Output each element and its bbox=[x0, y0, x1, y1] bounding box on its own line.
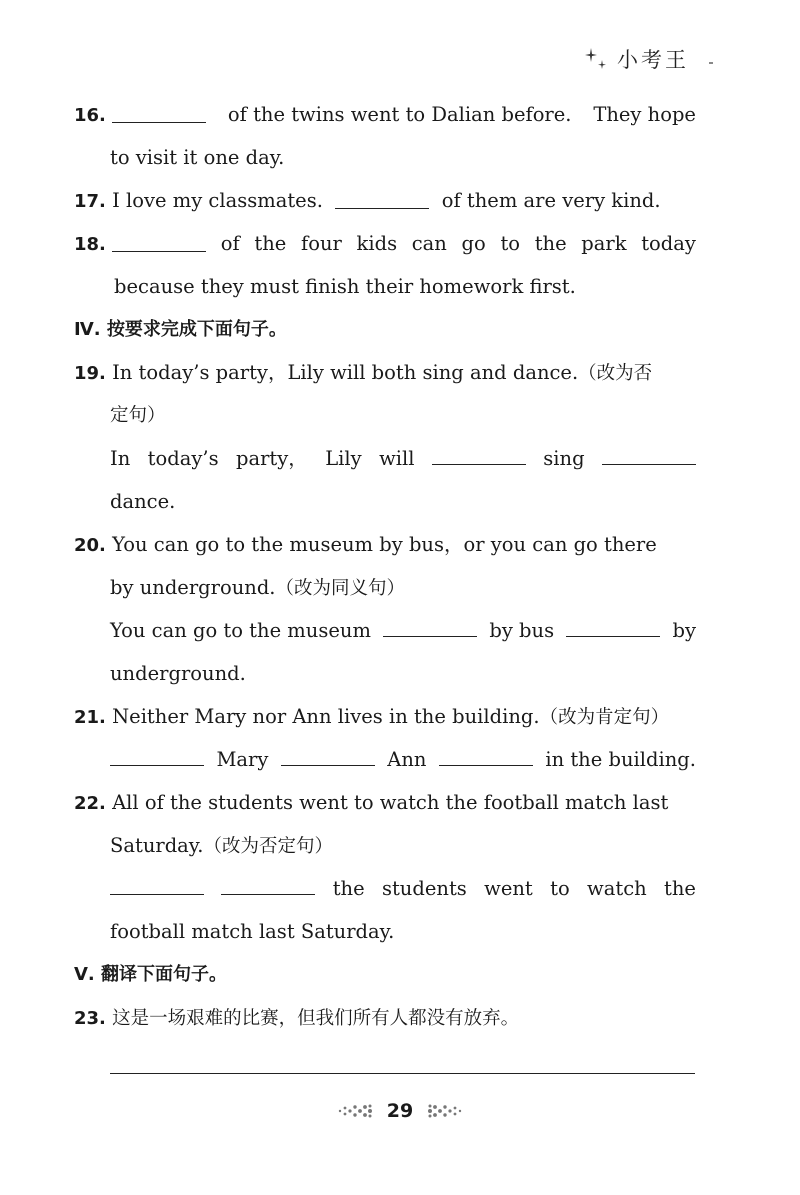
question-20 bbox=[74, 523, 696, 695]
answer-blank[interactable] bbox=[439, 764, 533, 766]
question-16 bbox=[74, 93, 696, 179]
question-text: Saturday. bbox=[110, 834, 204, 857]
question-text: because they must finish their homework first. bbox=[114, 275, 576, 298]
sparkle-icon bbox=[585, 46, 609, 72]
brand-header bbox=[585, 46, 735, 76]
question-number: 21. bbox=[74, 707, 106, 728]
question-text: You can go to the museum bbox=[110, 619, 371, 642]
question-text: by bbox=[672, 619, 696, 642]
word: will bbox=[379, 447, 415, 470]
word: four bbox=[301, 232, 342, 255]
question-number: 20. bbox=[74, 535, 106, 556]
page-number: 29 bbox=[386, 1100, 414, 1122]
answer-blank[interactable] bbox=[221, 893, 315, 895]
word: watch bbox=[587, 877, 647, 900]
question-text: to visit it one day. bbox=[110, 146, 285, 169]
word: Ann bbox=[387, 748, 427, 771]
question-19 bbox=[74, 351, 696, 523]
question-17 bbox=[74, 179, 696, 222]
question-text: You can go to the museum by bus，or you can go there bbox=[112, 533, 657, 556]
word: today bbox=[641, 232, 696, 255]
question-18 bbox=[74, 222, 696, 308]
answer-blank[interactable] bbox=[335, 207, 429, 209]
question-text: in the building. bbox=[545, 748, 696, 771]
question-text: underground. bbox=[110, 662, 246, 685]
question-23 bbox=[74, 996, 696, 1039]
question-text: All of the students went to watch the football match last bbox=[112, 791, 669, 814]
word: of bbox=[220, 232, 240, 255]
answer-blank[interactable] bbox=[112, 121, 206, 123]
translation-answer-line[interactable] bbox=[110, 1073, 695, 1074]
question-text: football match last Saturday. bbox=[110, 920, 395, 943]
word: the bbox=[254, 232, 287, 255]
question-text: of them are very kind. bbox=[441, 189, 661, 212]
word: to bbox=[550, 877, 570, 900]
answer-blank[interactable] bbox=[566, 635, 660, 637]
question-text: Neither Mary nor Ann lives in the building. bbox=[112, 705, 540, 728]
word: party， bbox=[236, 447, 308, 470]
brand-dot bbox=[709, 62, 713, 64]
word: Lily bbox=[325, 447, 362, 470]
instruction-note: （改为肯定句） bbox=[539, 707, 670, 728]
question-text: 这是一场艰难的比赛，但我们所有人都没有放弃。 bbox=[112, 1008, 520, 1029]
question-text: They hope bbox=[593, 103, 696, 126]
word: Mary bbox=[216, 748, 269, 771]
question-text: dance. bbox=[110, 490, 176, 513]
question-number: 23. bbox=[74, 1008, 106, 1029]
answer-blank[interactable] bbox=[112, 250, 206, 252]
word: sing bbox=[543, 447, 585, 470]
question-number: 18. bbox=[74, 234, 106, 255]
answer-blank[interactable] bbox=[383, 635, 477, 637]
dots-ornament-left-icon bbox=[336, 1104, 376, 1118]
question-number: 16. bbox=[74, 105, 106, 126]
word: to bbox=[500, 232, 521, 255]
question-text: In today’s party，Lily will both sing and dance. bbox=[112, 361, 579, 384]
word: In bbox=[110, 447, 131, 470]
word: the bbox=[534, 232, 567, 255]
answer-blank[interactable] bbox=[432, 463, 526, 465]
instruction-note: （改为同义句） bbox=[275, 578, 406, 599]
section-title-5: Ⅴ. 翻译下面句子。 bbox=[74, 964, 228, 985]
answer-blank[interactable] bbox=[281, 764, 375, 766]
question-text: of the twins went to Dalian before. bbox=[227, 103, 572, 126]
word: today’s bbox=[147, 447, 219, 470]
word: kids bbox=[356, 232, 398, 255]
question-number: 22. bbox=[74, 793, 106, 814]
word: the bbox=[664, 877, 696, 900]
dots-ornament-right-icon bbox=[424, 1104, 464, 1118]
answer-blank[interactable] bbox=[110, 764, 204, 766]
question-number: 19. bbox=[74, 363, 106, 384]
question-21 bbox=[74, 695, 696, 781]
question-number: 17. bbox=[74, 191, 106, 212]
instruction-note: 定句） bbox=[110, 405, 166, 426]
word: the bbox=[332, 877, 365, 900]
word: went bbox=[484, 877, 533, 900]
section-title-4: Ⅳ. 按要求完成下面句子。 bbox=[74, 319, 287, 340]
question-text: by underground. bbox=[110, 576, 276, 599]
question-text: I love my classmates. bbox=[112, 189, 323, 212]
word: can bbox=[411, 232, 447, 255]
worksheet-content bbox=[74, 93, 696, 1039]
question-22 bbox=[74, 781, 696, 953]
page-footer bbox=[0, 1100, 800, 1122]
word: students bbox=[381, 877, 467, 900]
instruction-note: （改为否 bbox=[578, 363, 653, 384]
answer-blank[interactable] bbox=[602, 463, 696, 465]
brand-name: 小考王 bbox=[617, 48, 689, 72]
word: go bbox=[461, 232, 486, 255]
word: park bbox=[581, 232, 627, 255]
instruction-note: （改为否定句） bbox=[203, 836, 333, 857]
question-text: by bus bbox=[489, 619, 555, 642]
answer-blank[interactable] bbox=[110, 893, 204, 895]
